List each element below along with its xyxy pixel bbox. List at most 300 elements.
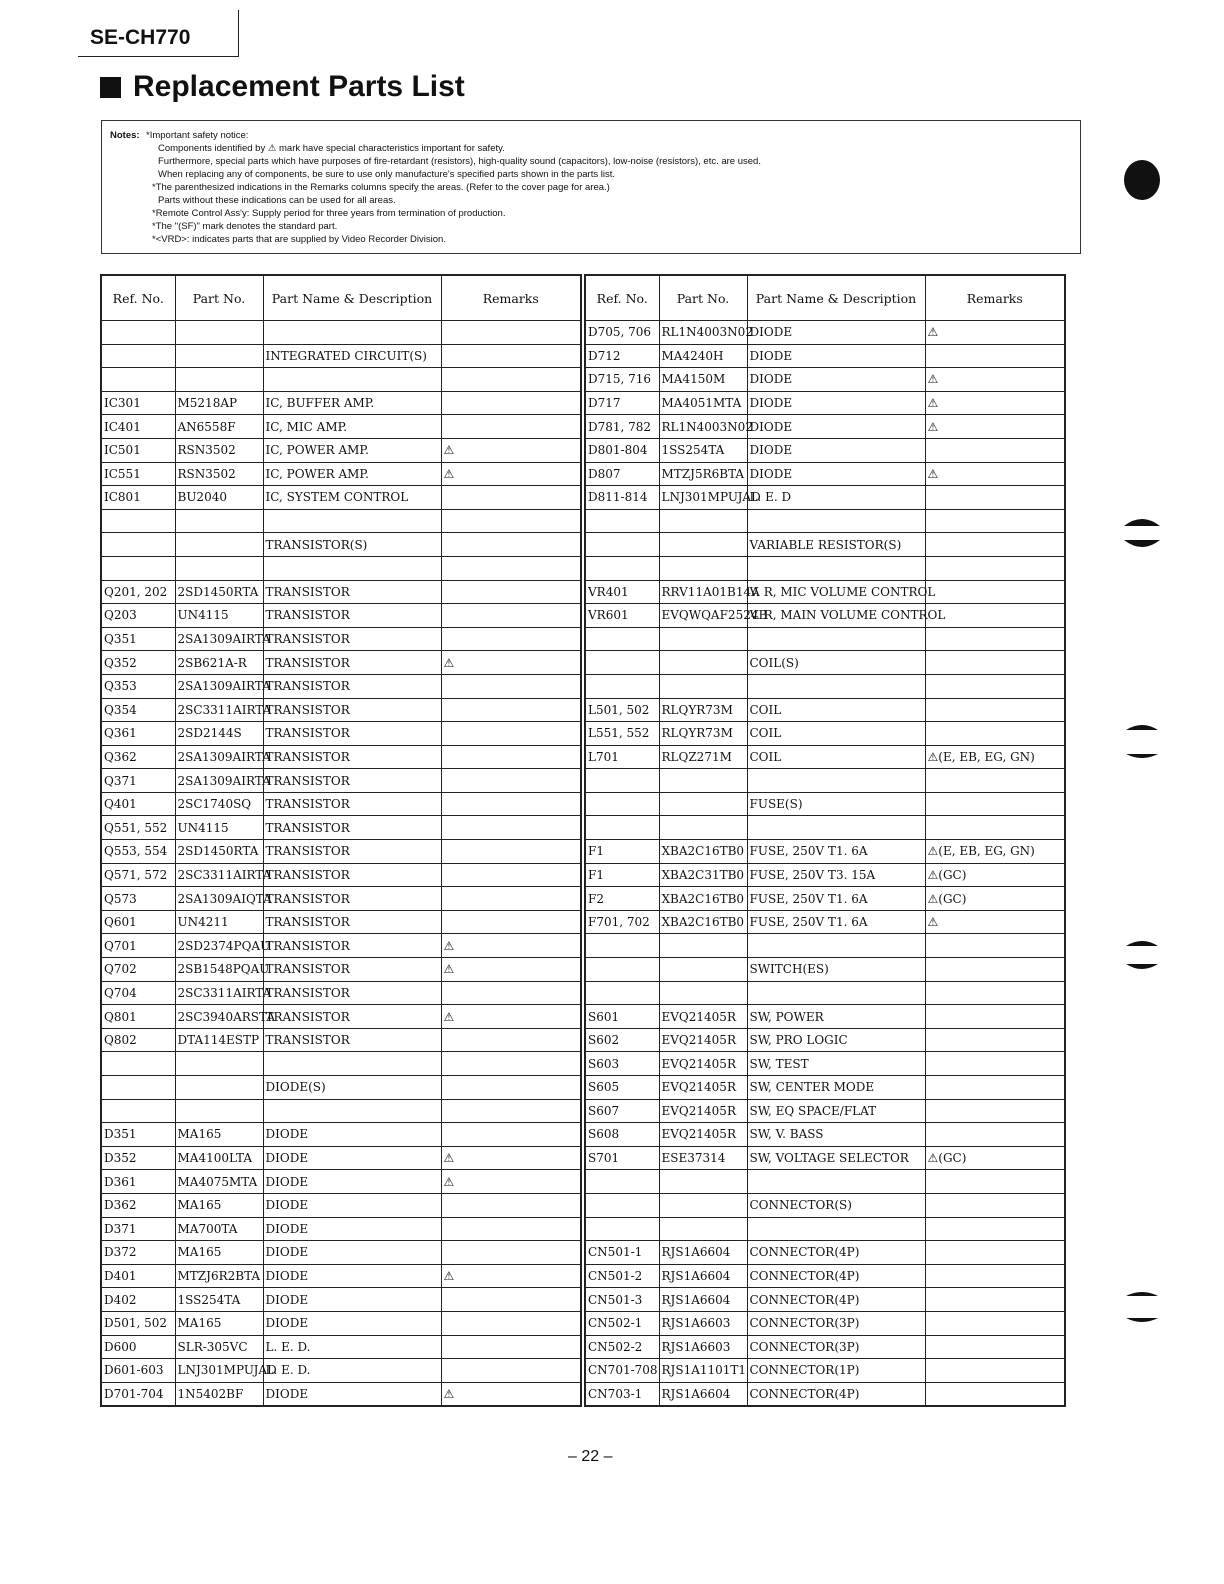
ref-no-cell: D712 <box>585 344 659 368</box>
description-cell <box>747 1217 925 1241</box>
remarks-cell <box>925 1193 1065 1217</box>
remarks-cell <box>441 674 581 698</box>
remarks-cell <box>925 509 1065 533</box>
table-row <box>585 887 1065 911</box>
part-no-cell: RJS1A1101T1 <box>659 1359 747 1383</box>
table-row <box>585 415 1065 439</box>
ref-no-cell <box>585 816 659 840</box>
description-cell: V. R, MAIN VOLUME CONTROL <box>747 604 925 628</box>
table-row <box>585 910 1065 934</box>
table-row <box>101 1217 581 1241</box>
remarks-cell <box>925 556 1065 580</box>
section-title <box>100 70 465 104</box>
col-ref-no: Ref. No. <box>101 275 175 321</box>
description-cell: IC, SYSTEM CONTROL <box>263 486 441 510</box>
ref-no-cell <box>585 934 659 958</box>
ref-no-cell: Q601 <box>101 910 175 934</box>
remarks-cell <box>441 722 581 746</box>
ref-no-cell: CN501-3 <box>585 1288 659 1312</box>
remarks-cell <box>441 321 581 345</box>
remarks-cell <box>925 1359 1065 1383</box>
description-cell: COIL <box>747 698 925 722</box>
description-cell: TRANSISTOR <box>263 816 441 840</box>
remarks-cell: ⚠ <box>925 415 1065 439</box>
col-part-no: Part No. <box>659 275 747 321</box>
description-cell: DIODE <box>263 1123 441 1147</box>
part-no-cell <box>659 792 747 816</box>
part-no-cell <box>659 1217 747 1241</box>
ref-no-cell <box>585 1217 659 1241</box>
table-row <box>585 1146 1065 1170</box>
table-row <box>585 580 1065 604</box>
table-row <box>585 792 1065 816</box>
remarks-cell <box>441 1076 581 1100</box>
part-no-cell: MA4100LTA <box>175 1146 263 1170</box>
table-row <box>585 321 1065 345</box>
table-row <box>585 1076 1065 1100</box>
ref-no-cell: Q371 <box>101 769 175 793</box>
table-row <box>585 769 1065 793</box>
part-no-cell <box>659 627 747 651</box>
ref-no-cell: Q571, 572 <box>101 863 175 887</box>
ref-no-cell: S603 <box>585 1052 659 1076</box>
remarks-cell <box>925 486 1065 510</box>
description-cell <box>263 368 441 392</box>
remarks-cell <box>441 1217 581 1241</box>
ref-no-cell <box>101 344 175 368</box>
part-no-cell: XBA2C16TB0 <box>659 887 747 911</box>
description-cell: L. E. D. <box>263 1335 441 1359</box>
table-row <box>585 368 1065 392</box>
part-no-cell: 2SA1309AIRTA <box>175 627 263 651</box>
description-cell: TRANSISTOR <box>263 674 441 698</box>
remarks-cell <box>925 769 1065 793</box>
ref-no-cell <box>585 1193 659 1217</box>
ref-no-cell <box>585 651 659 675</box>
description-cell: DIODE <box>747 344 925 368</box>
part-no-cell: 2SB621A-R <box>175 651 263 675</box>
remarks-cell: ⚠ <box>925 368 1065 392</box>
description-cell: TRANSISTOR <box>263 580 441 604</box>
description-cell: TRANSISTOR(S) <box>263 533 441 557</box>
table-row <box>585 1099 1065 1123</box>
table-row <box>585 934 1065 958</box>
remarks-cell <box>925 1382 1065 1406</box>
part-no-cell <box>175 344 263 368</box>
remarks-cell <box>925 674 1065 698</box>
remarks-cell <box>925 1241 1065 1265</box>
notes-line: *Important safety notice: <box>146 130 249 141</box>
part-no-cell: EVQ21405R <box>659 1076 747 1100</box>
remarks-cell <box>441 1123 581 1147</box>
description-cell: TRANSISTOR <box>263 627 441 651</box>
ref-no-cell: D351 <box>101 1123 175 1147</box>
table-row <box>101 1028 581 1052</box>
part-no-cell: 2SD1450RTA <box>175 840 263 864</box>
remarks-cell <box>925 1076 1065 1100</box>
part-no-cell <box>659 651 747 675</box>
part-no-cell: M5218AP <box>175 391 263 415</box>
ref-no-cell: F1 <box>585 840 659 864</box>
table-body-left <box>101 321 581 1407</box>
remarks-cell <box>925 1311 1065 1335</box>
description-cell: L. E. D. <box>263 1359 441 1383</box>
ref-no-cell: VR401 <box>585 580 659 604</box>
remarks-cell <box>441 698 581 722</box>
description-cell <box>747 1170 925 1194</box>
ref-no-cell: D371 <box>101 1217 175 1241</box>
ref-no-cell: Q801 <box>101 1005 175 1029</box>
description-cell: TRANSISTOR <box>263 792 441 816</box>
description-cell: TRANSISTOR <box>263 910 441 934</box>
ref-no-cell: D781, 782 <box>585 415 659 439</box>
description-cell: DIODE <box>263 1288 441 1312</box>
table-row <box>101 1382 581 1406</box>
ref-no-cell: S605 <box>585 1076 659 1100</box>
description-cell: SW, CENTER MODE <box>747 1076 925 1100</box>
description-cell: CONNECTOR(3P) <box>747 1335 925 1359</box>
description-cell: TRANSISTOR <box>263 722 441 746</box>
table-row <box>585 698 1065 722</box>
description-cell: FUSE, 250V T1. 6A <box>747 840 925 864</box>
remarks-cell <box>925 816 1065 840</box>
part-no-cell <box>175 533 263 557</box>
part-no-cell: 1SS254TA <box>175 1288 263 1312</box>
part-no-cell: 2SB1548PQAU <box>175 958 263 982</box>
part-no-cell: XBA2C16TB0 <box>659 910 747 934</box>
ref-no-cell: D705, 706 <box>585 321 659 345</box>
description-cell <box>747 556 925 580</box>
part-no-cell <box>659 674 747 698</box>
description-cell: DIODE(S) <box>263 1076 441 1100</box>
part-no-cell: 2SC3311AIRTA <box>175 698 263 722</box>
part-no-cell <box>175 509 263 533</box>
description-cell <box>263 1099 441 1123</box>
table-row <box>585 1005 1065 1029</box>
table-row <box>585 486 1065 510</box>
part-no-cell <box>659 958 747 982</box>
table-row <box>585 1311 1065 1335</box>
description-cell <box>747 769 925 793</box>
table-row <box>101 509 581 533</box>
remarks-cell <box>441 1193 581 1217</box>
remarks-cell: ⚠ <box>441 462 581 486</box>
table-row <box>101 344 581 368</box>
description-cell: SW, PRO LOGIC <box>747 1028 925 1052</box>
table-row <box>585 1359 1065 1383</box>
description-cell: IC, MIC AMP. <box>263 415 441 439</box>
ref-no-cell: L551, 552 <box>585 722 659 746</box>
remarks-cell <box>925 1170 1065 1194</box>
ref-no-cell <box>585 533 659 557</box>
part-no-cell: MA165 <box>175 1123 263 1147</box>
part-no-cell: 2SA1309AIRTA <box>175 674 263 698</box>
ref-no-cell: Q704 <box>101 981 175 1005</box>
part-no-cell: EVQ21405R <box>659 1099 747 1123</box>
part-no-cell: 2SD2144S <box>175 722 263 746</box>
ref-no-cell: Q701 <box>101 934 175 958</box>
description-cell: FUSE, 250V T1. 6A <box>747 910 925 934</box>
table-row <box>101 391 581 415</box>
description-cell: DIODE <box>263 1264 441 1288</box>
remarks-cell <box>441 509 581 533</box>
description-cell: CONNECTOR(4P) <box>747 1241 925 1265</box>
description-cell: DIODE <box>747 391 925 415</box>
ref-no-cell: Q203 <box>101 604 175 628</box>
ref-no-cell <box>585 509 659 533</box>
part-no-cell: 2SC3940ARSTA <box>175 1005 263 1029</box>
description-cell: DIODE <box>263 1146 441 1170</box>
part-no-cell: MA4240H <box>659 344 747 368</box>
part-no-cell: EVQ21405R <box>659 1052 747 1076</box>
remarks-cell: ⚠ <box>441 1005 581 1029</box>
ref-no-cell: Q354 <box>101 698 175 722</box>
ref-no-cell <box>585 792 659 816</box>
ref-no-cell <box>585 958 659 982</box>
margin-binding-mark <box>1122 1286 1162 1330</box>
remarks-cell <box>441 1359 581 1383</box>
description-cell: FUSE, 250V T1. 6A <box>747 887 925 911</box>
ref-no-cell: CN703-1 <box>585 1382 659 1406</box>
remarks-cell <box>925 1288 1065 1312</box>
part-no-cell: RL1N4003N02 <box>659 415 747 439</box>
table-row <box>101 1264 581 1288</box>
part-no-cell: RLQZ271M <box>659 745 747 769</box>
table-row <box>585 1052 1065 1076</box>
remarks-cell: ⚠ <box>925 462 1065 486</box>
description-cell: TRANSISTOR <box>263 1005 441 1029</box>
table-row <box>101 1123 581 1147</box>
table-header-row <box>585 275 1065 321</box>
remarks-cell <box>925 722 1065 746</box>
table-row <box>101 698 581 722</box>
col-remarks: Remarks <box>925 275 1065 321</box>
notes-line: Furthermore, special parts which have purposes of fire-retardant (resistors), high-quality sound (capacitors), low-noise (resistors), etc. are used. <box>158 156 761 167</box>
parts-table-left <box>100 274 582 1407</box>
part-no-cell: MA165 <box>175 1311 263 1335</box>
remarks-cell <box>925 344 1065 368</box>
remarks-cell <box>441 887 581 911</box>
table-row <box>101 840 581 864</box>
table-row <box>585 1335 1065 1359</box>
part-no-cell: MA165 <box>175 1241 263 1265</box>
table-row <box>585 651 1065 675</box>
ref-no-cell <box>585 627 659 651</box>
part-no-cell <box>659 1193 747 1217</box>
part-no-cell: MTZJ5R6BTA <box>659 462 747 486</box>
notes-line: *The parenthesized indications in the Remarks columns specify the areas. (Refer to the cover page for area.) <box>152 182 610 193</box>
model-number: SE-CH770 <box>90 26 191 49</box>
part-no-cell: RJS1A6603 <box>659 1311 747 1335</box>
table-row <box>101 745 581 769</box>
remarks-cell <box>925 1264 1065 1288</box>
part-no-cell <box>659 509 747 533</box>
table-row <box>101 1288 581 1312</box>
part-no-cell <box>659 556 747 580</box>
remarks-cell <box>441 533 581 557</box>
part-no-cell: LNJ301MPUJAD <box>659 486 747 510</box>
part-no-cell: RJS1A6603 <box>659 1335 747 1359</box>
title-bullet <box>100 77 121 98</box>
description-cell: INTEGRATED CIRCUIT(S) <box>263 344 441 368</box>
description-cell: DIODE <box>263 1217 441 1241</box>
description-cell: COIL <box>747 745 925 769</box>
remarks-cell: ⚠ <box>441 958 581 982</box>
remarks-cell: ⚠(E, EB, EG, GN) <box>925 840 1065 864</box>
table-row <box>585 863 1065 887</box>
table-row <box>101 1170 581 1194</box>
part-no-cell <box>659 934 747 958</box>
ref-no-cell: IC401 <box>101 415 175 439</box>
ref-no-cell: D501, 502 <box>101 1311 175 1335</box>
table-row <box>101 1005 581 1029</box>
description-cell: DIODE <box>263 1382 441 1406</box>
description-cell <box>263 321 441 345</box>
description-cell: COIL(S) <box>747 651 925 675</box>
ref-no-cell: D717 <box>585 391 659 415</box>
notes-line: When replacing any of components, be sure to use only manufacture's specified parts shown in the parts list. <box>158 169 616 180</box>
description-cell: CONNECTOR(4P) <box>747 1288 925 1312</box>
ref-no-cell: VR601 <box>585 604 659 628</box>
ref-no-cell <box>101 509 175 533</box>
description-cell <box>263 1052 441 1076</box>
table-row <box>101 1335 581 1359</box>
remarks-cell <box>925 934 1065 958</box>
ref-no-cell <box>101 556 175 580</box>
description-cell: FUSE, 250V T3. 15A <box>747 863 925 887</box>
remarks-cell <box>441 1052 581 1076</box>
col-description: Part Name & Description <box>263 275 441 321</box>
col-ref-no: Ref. No. <box>585 275 659 321</box>
remarks-cell <box>441 415 581 439</box>
table-row <box>585 958 1065 982</box>
part-no-cell <box>659 981 747 1005</box>
remarks-cell <box>925 792 1065 816</box>
table-row <box>101 1241 581 1265</box>
table-row <box>585 816 1065 840</box>
ref-no-cell: F2 <box>585 887 659 911</box>
margin-dot-mark <box>1124 160 1160 200</box>
part-no-cell: 2SD1450RTA <box>175 580 263 604</box>
remarks-cell <box>925 1052 1065 1076</box>
description-cell: DIODE <box>263 1311 441 1335</box>
table-row <box>585 1382 1065 1406</box>
table-row <box>585 1241 1065 1265</box>
part-no-cell <box>175 1076 263 1100</box>
table-row <box>101 887 581 911</box>
remarks-cell <box>441 1311 581 1335</box>
remarks-cell <box>441 816 581 840</box>
notes-line: *Remote Control Ass'y: Supply period for three years from termination of production. <box>152 208 506 219</box>
ref-no-cell <box>101 1099 175 1123</box>
remarks-cell <box>441 1099 581 1123</box>
remarks-cell <box>925 627 1065 651</box>
description-cell: TRANSISTOR <box>263 698 441 722</box>
ref-no-cell: S602 <box>585 1028 659 1052</box>
table-row <box>585 674 1065 698</box>
ref-no-cell: D701-704 <box>101 1382 175 1406</box>
ref-no-cell: Q351 <box>101 627 175 651</box>
table-row <box>585 462 1065 486</box>
part-no-cell <box>175 556 263 580</box>
description-cell <box>747 627 925 651</box>
ref-no-cell: L501, 502 <box>585 698 659 722</box>
part-no-cell: MTZJ6R2BTA <box>175 1264 263 1288</box>
description-cell: DIODE <box>263 1193 441 1217</box>
description-cell: IC, POWER AMP. <box>263 438 441 462</box>
description-cell <box>747 981 925 1005</box>
table-row <box>585 840 1065 864</box>
remarks-cell: ⚠ <box>441 1146 581 1170</box>
part-no-cell: MA700TA <box>175 1217 263 1241</box>
part-no-cell: RSN3502 <box>175 438 263 462</box>
notes-line: *The "(SF)" mark denotes the standard part. <box>152 221 338 232</box>
table-row <box>585 344 1065 368</box>
part-no-cell <box>175 368 263 392</box>
table-row <box>585 533 1065 557</box>
remarks-cell <box>441 556 581 580</box>
ref-no-cell: Q201, 202 <box>101 580 175 604</box>
remarks-cell <box>925 981 1065 1005</box>
table-row <box>101 368 581 392</box>
table-row <box>101 910 581 934</box>
description-cell: DIODE <box>747 438 925 462</box>
remarks-cell: ⚠ <box>925 321 1065 345</box>
ref-no-cell <box>101 533 175 557</box>
table-row <box>101 651 581 675</box>
part-no-cell: 2SC3311AIRTA <box>175 981 263 1005</box>
part-no-cell: RJS1A6604 <box>659 1241 747 1265</box>
description-cell <box>747 934 925 958</box>
ref-no-cell: CN502-1 <box>585 1311 659 1335</box>
remarks-cell: ⚠ <box>925 391 1065 415</box>
remarks-cell <box>925 1028 1065 1052</box>
description-cell <box>263 509 441 533</box>
description-cell: DIODE <box>747 415 925 439</box>
ref-no-cell: Q573 <box>101 887 175 911</box>
table-row <box>585 1193 1065 1217</box>
part-no-cell: LNJ301MPUJAD <box>175 1359 263 1383</box>
ref-no-cell: D811-814 <box>585 486 659 510</box>
table-row <box>585 1170 1065 1194</box>
notes-label: Notes: <box>110 130 140 141</box>
part-no-cell: MA4051MTA <box>659 391 747 415</box>
part-no-cell: DTA114ESTP <box>175 1028 263 1052</box>
table-row <box>101 1193 581 1217</box>
description-cell: DIODE <box>263 1241 441 1265</box>
description-cell: V. R, MIC VOLUME CONTROL <box>747 580 925 604</box>
ref-no-cell: D362 <box>101 1193 175 1217</box>
table-row <box>585 604 1065 628</box>
remarks-cell: ⚠ <box>441 438 581 462</box>
page-number: – 22 – <box>568 1448 613 1465</box>
remarks-cell <box>925 958 1065 982</box>
part-no-cell <box>659 533 747 557</box>
description-cell: CONNECTOR(3P) <box>747 1311 925 1335</box>
part-no-cell: RRV11A01B14A <box>659 580 747 604</box>
description-cell: TRANSISTOR <box>263 745 441 769</box>
part-no-cell <box>659 816 747 840</box>
table-row <box>585 745 1065 769</box>
description-cell: IC, BUFFER AMP. <box>263 391 441 415</box>
part-no-cell <box>175 1052 263 1076</box>
ref-no-cell: S607 <box>585 1099 659 1123</box>
part-no-cell <box>659 769 747 793</box>
remarks-cell <box>441 792 581 816</box>
table-row <box>101 556 581 580</box>
table-row <box>101 486 581 510</box>
description-cell: TRANSISTOR <box>263 981 441 1005</box>
